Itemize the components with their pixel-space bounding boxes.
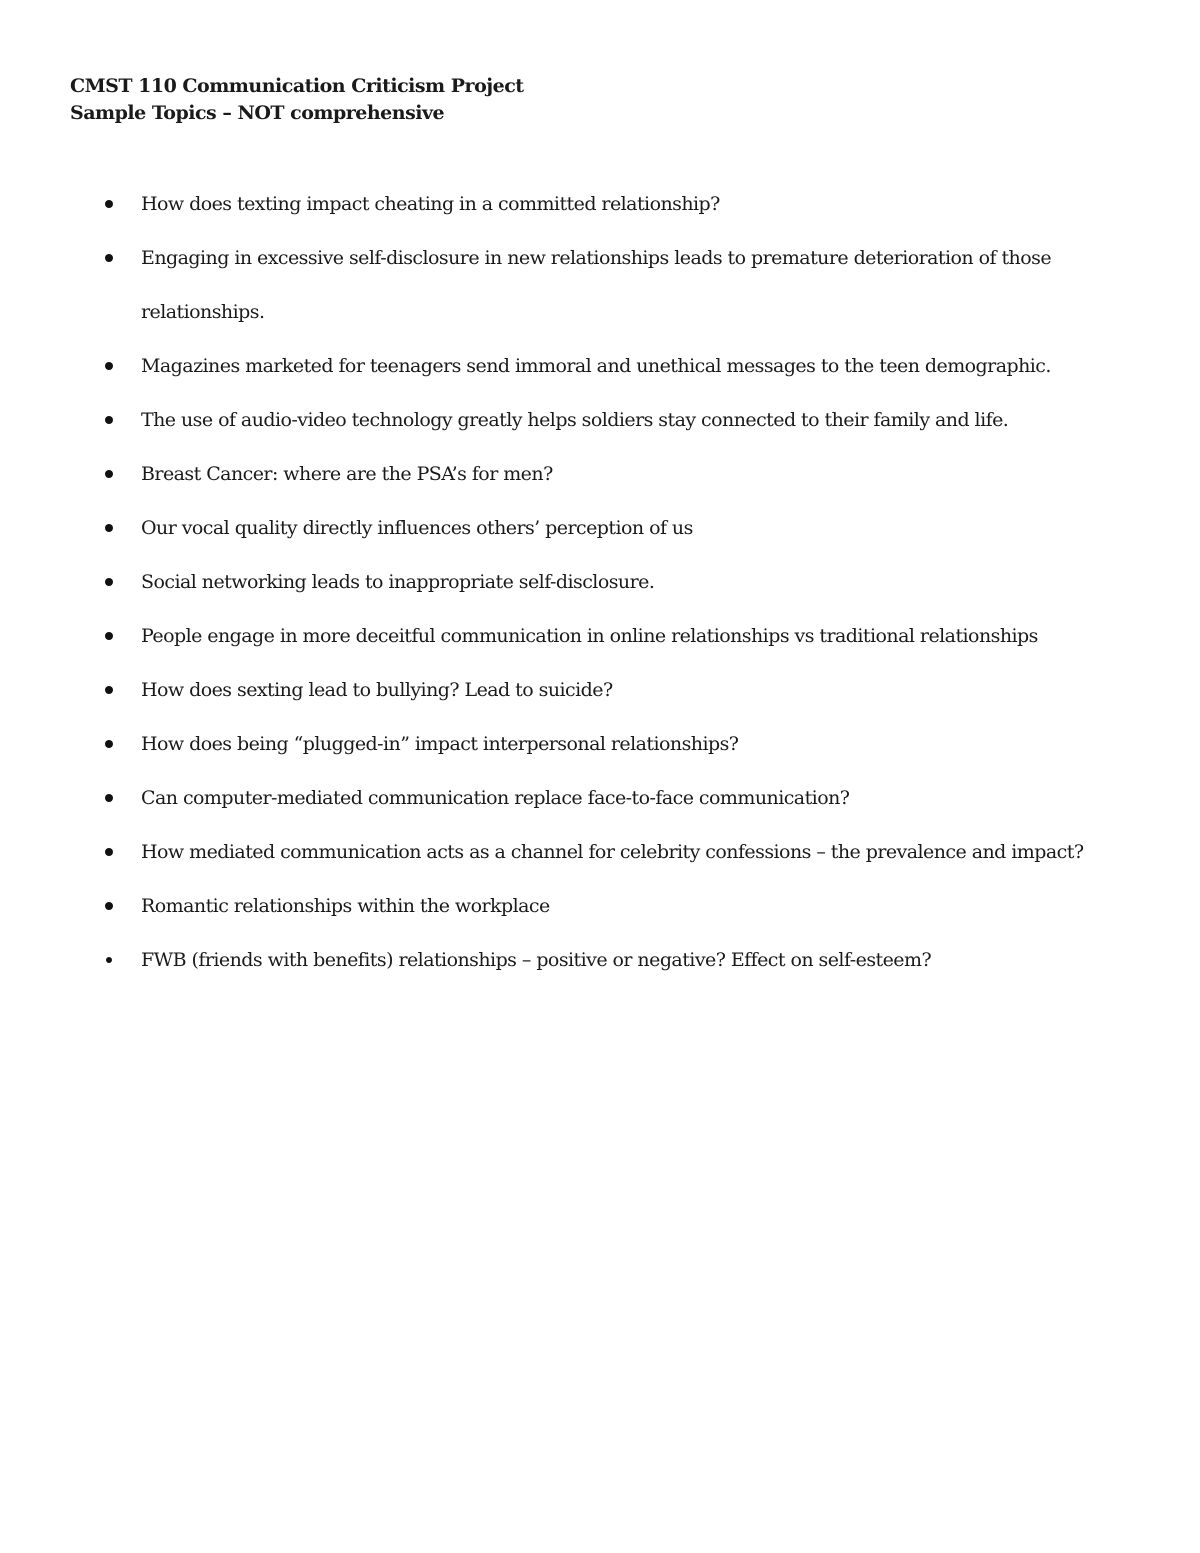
topic-item bbox=[101, 177, 1161, 231]
bullet-dot-icon bbox=[105, 632, 113, 640]
document-header bbox=[70, 73, 524, 127]
topic-item bbox=[101, 771, 1161, 825]
topic-text: FWB (friends with benefits) relationships – positive or negative? Effect on self-esteem? bbox=[141, 949, 932, 971]
topic-text: Social networking leads to inappropriate self-disclosure. bbox=[141, 571, 655, 593]
bullet-dot-icon bbox=[105, 740, 113, 748]
bullet-dot-icon bbox=[105, 524, 113, 532]
document-title: CMST 110 Communication Criticism Project bbox=[70, 75, 524, 97]
topic-text: Romantic relationships within the workplace bbox=[141, 895, 550, 917]
topic-item bbox=[101, 393, 1161, 447]
topic-text: Our vocal quality directly influences others’ perception of us bbox=[141, 517, 693, 539]
topic-text: Breast Cancer: where are the PSA’s for men? bbox=[141, 463, 553, 485]
bullet-dot-icon bbox=[105, 686, 113, 694]
topic-text: How does texting impact cheating in a committed relationship? bbox=[141, 193, 720, 215]
bullet-dot-icon bbox=[105, 902, 113, 910]
bullet-dot-icon bbox=[105, 848, 113, 856]
topic-item bbox=[101, 663, 1161, 717]
topic-text: People engage in more deceitful communication in online relationships vs traditional relationships bbox=[141, 625, 1038, 647]
topic-text: How mediated communication acts as a channel for celebrity confessions – the prevalence and impact? bbox=[141, 841, 1084, 863]
bullet-dot-icon bbox=[105, 578, 113, 586]
document-subtitle: Sample Topics – NOT comprehensive bbox=[70, 102, 445, 124]
topic-text: The use of audio-video technology greatly helps soldiers stay connected to their family and life. bbox=[141, 409, 1009, 431]
topic-text: Can computer-mediated communication replace face-to-face communication? bbox=[141, 787, 850, 809]
topic-item bbox=[101, 825, 1161, 879]
topic-text: Magazines marketed for teenagers send immoral and unethical messages to the teen demographic. bbox=[141, 355, 1051, 377]
topic-item bbox=[101, 447, 1161, 501]
topic-text: How does sexting lead to bullying? Lead to suicide? bbox=[141, 679, 613, 701]
bullet-dot-icon bbox=[106, 957, 112, 963]
topic-item bbox=[101, 231, 1091, 339]
topic-list bbox=[101, 177, 1161, 987]
topic-item bbox=[101, 555, 1161, 609]
topic-item bbox=[101, 879, 1161, 933]
bullet-dot-icon bbox=[105, 200, 113, 208]
bullet-dot-icon bbox=[105, 254, 113, 262]
bullet-dot-icon bbox=[105, 794, 113, 802]
topic-item bbox=[101, 501, 1161, 555]
topic-item bbox=[101, 933, 1161, 987]
topic-item bbox=[101, 717, 1161, 771]
topic-item bbox=[101, 609, 1161, 663]
topic-text: How does being “plugged-in” impact interpersonal relationships? bbox=[141, 733, 739, 755]
bullet-dot-icon bbox=[105, 470, 113, 478]
bullet-dot-icon bbox=[105, 416, 113, 424]
topic-text: Engaging in excessive self-disclosure in new relationships leads to premature deterioration of those relationships. bbox=[141, 247, 1052, 323]
topic-item bbox=[101, 339, 1161, 393]
bullet-dot-icon bbox=[105, 362, 113, 370]
